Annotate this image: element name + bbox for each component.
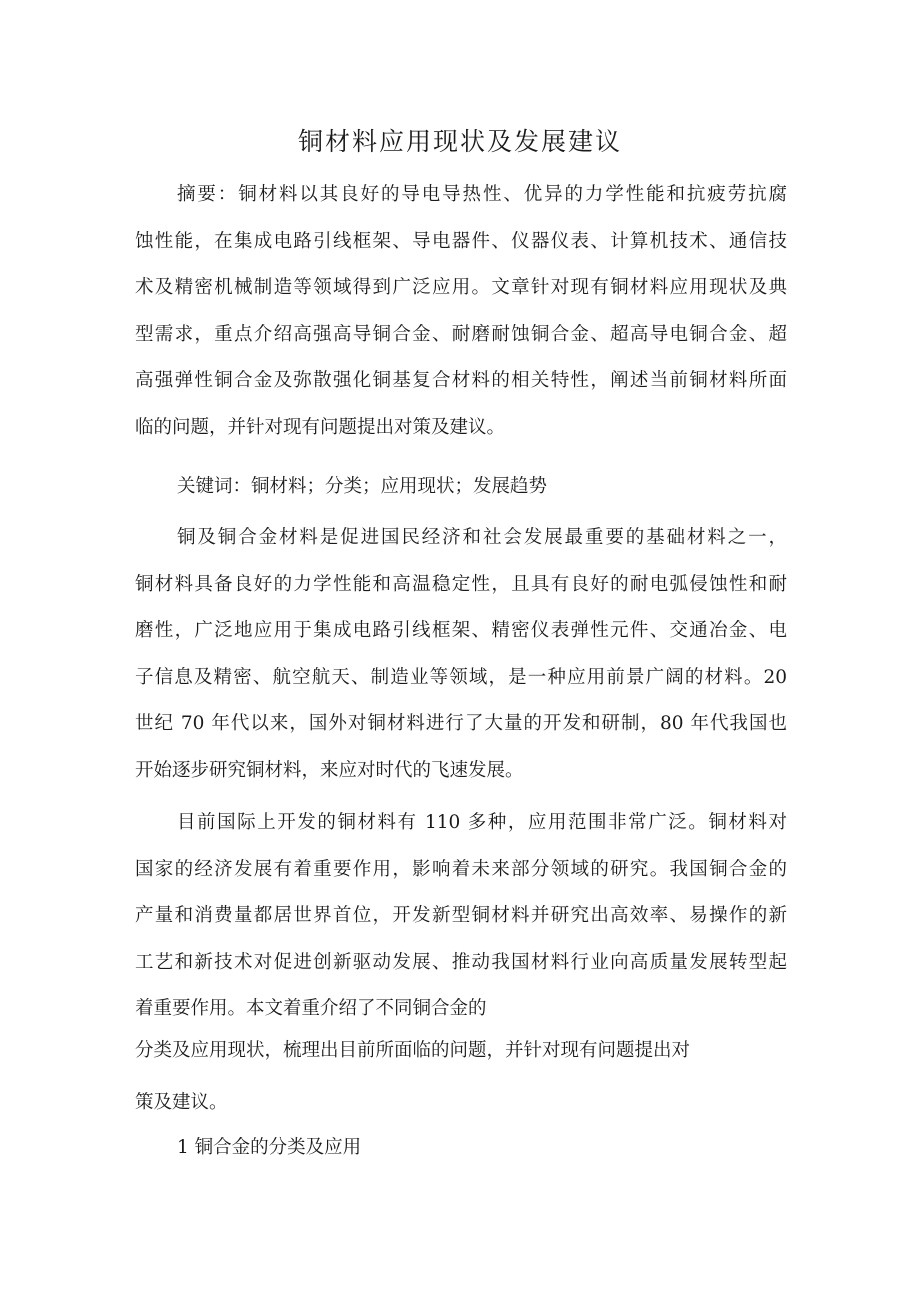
abstract-line: 蚀性能，在集成电路引线框架、导电器件、仪器仪表、计算机技术、通信技 bbox=[135, 230, 787, 252]
abstract-line: 临的问题，并针对现有问题提出对策及建议。 bbox=[135, 416, 506, 438]
body-line: 工艺和新技术对促进创新驱动发展、推动我国材料行业向高质量发展转型起 bbox=[135, 951, 787, 973]
intro-paragraph bbox=[135, 515, 787, 794]
body-line: 国家的经济发展有着重要作用，影响着未来部分领域的研究。我国铜合金的 bbox=[135, 858, 787, 880]
body-line: 目前国际上开发的铜材料有 110 多种，应用范围非常广泛。铜材料对 bbox=[177, 812, 787, 833]
fragment-line: 分类及应用现状，梳理出目前所面临的问题，并针对现有问题提出对 bbox=[135, 1040, 691, 1061]
body-line: 着重要作用。本文着重介绍了不同铜合金的 bbox=[135, 998, 487, 1019]
abstract-line: 摘要：铜材料以其良好的导电导热性、优异的力学性能和抗疲劳抗腐 bbox=[177, 184, 787, 205]
section-heading: 1 铜合金的分类及应用 bbox=[177, 1137, 362, 1158]
intro-line: 铜及铜合金材料是促进国民经济和社会发展最重要的基础材料之一， bbox=[177, 527, 787, 548]
abstract-line: 术及精密机械制造等领域得到广泛应用。文章针对现有铜材料应用现状及典 bbox=[135, 277, 787, 298]
abstract-paragraph bbox=[135, 172, 787, 451]
abstract-line: 高强弹性铜合金及弥散强化铜基复合材料的相关特性，阐述当前铜材料所面 bbox=[135, 370, 787, 391]
abstract-line: 型需求，重点介绍高强高导铜合金、耐磨耐蚀铜合金、超高导电铜合金、超 bbox=[135, 323, 787, 345]
intro-line: 子信息及精密、航空航天、制造业等领域，是一种应用前景广阔的材料。20 bbox=[135, 666, 787, 688]
document-title: 铜材料应用现状及发展建议 bbox=[297, 127, 622, 156]
intro-line: 磨性，广泛地应用于集成电路引线框架、精密仪表弹性元件、交通冶金、电 bbox=[135, 620, 787, 641]
body-line: 产量和消费量都居世界首位，开发新型铜材料并研究出高效率、易操作的新 bbox=[135, 905, 787, 926]
intro-line: 世纪 70 年代以来，国外对铜材料进行了大量的开发和研制，80 年代我国也 bbox=[135, 713, 787, 734]
body-paragraph bbox=[135, 800, 787, 1033]
fragment-line: 策及建议。 bbox=[135, 1092, 228, 1113]
intro-line: 铜材料具备良好的力学性能和高温稳定性，且具有良好的耐电弧侵蚀性和耐 bbox=[135, 573, 787, 595]
intro-line: 开始逐步研究铜材料，来应对时代的飞速发展。 bbox=[135, 759, 524, 781]
keywords-line: 关键词：铜材料；分类；应用现状；发展趋势 bbox=[177, 476, 548, 497]
